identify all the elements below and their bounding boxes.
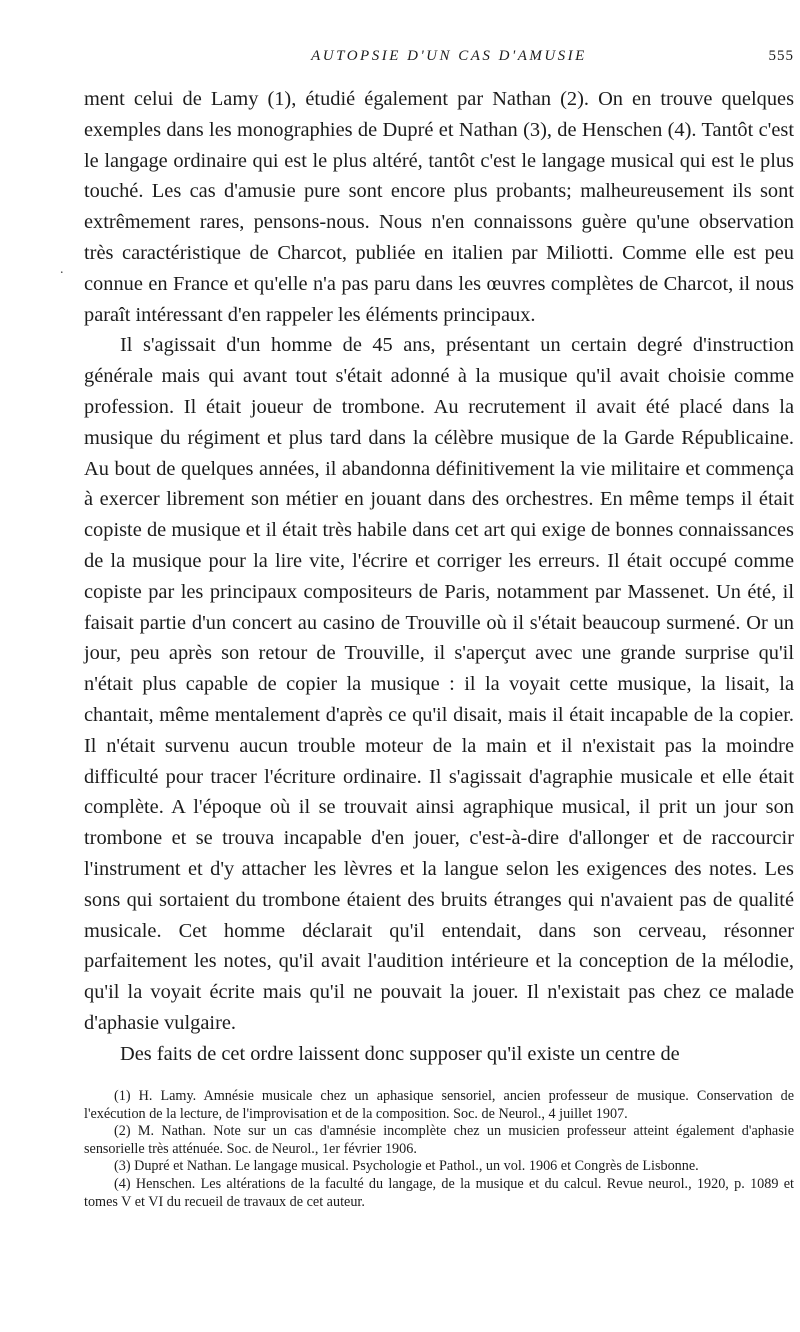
paragraph: Il s'agissait d'un homme de 45 ans, présentant un certain degré d'instruction générale mais qui avant tout s'était adonné à la musique qu'il avait choisie comme profession. Il était joueur de trombone. Au recrutement il avait été placé dans la musique du régiment et plus tard dans la célèbre musique de la Garde Républicaine. Au bout de quelques années, il abandonna définitivement la vie militaire et commença à exercer librement son métier en jouant dans des orchestres. En même temps il était copiste de musique et il était très habile dans cet art qui exige de bonnes connaissances de la musique pour la lire vite, l'écrire et corriger les erreurs. Il était occupé comme copiste par les principaux compositeurs de Paris, notamment par Massenet. Un été, il faisait partie d'un concert au casino de Trouville où il s'était beaucoup surmené. Or un jour, peu après son retour de Trouville, il s'aperçut avec une grande surprise qu'il n'était plus capable de copier la musique : il la voyait cette musique, la lisait, la chantait, même mentalement d'après ce qu'il disait, mais il était incapable de la copier. Il n'était survenu aucun trouble moteur de la main et il n'existait pas la moindre difficulté pour tracer l'écriture ordinaire. Il s'agissait d'agraphie musicale et elle était complète. A l'époque où il se trouvait ainsi agraphique musical, il prit un jour son trombone et se trouva incapable d'en jouer, c'est-à-dire d'allonger et de raccourcir l'instrument et d'y attacher les lèvres et la langue selon les exigences des notes. Les sons qui sortaient du trombone étaient des bruits étranges qui n'avaient pas de qualité musicale. Cet homme déclarait qu'il entendait, dans son cerveau, résonner parfaitement les notes, qu'il avait l'audition intérieure et la conception de la mélodie, qu'il la voyait écrite mais qu'il ne pouvait la jouer. Il n'existait pas chez ce malade d'aphasie vulgaire. [84, 334, 794, 1034]
running-title: AUTOPSIE D'UN CAS D'AMUSIE [311, 48, 587, 64]
footnotes [84, 1088, 794, 1211]
paragraph: ment celui de Lamy (1), étudié également par Nathan (2). On en trouve quelques exemples dans les monographies de Dupré et Nathan (3), de Henschen (4). Tantôt c'est le langage ordinaire qui est le plus altéré, tantôt c'est le langage musical qui est le plus touché. Les cas d'amusie pure sont encore plus probants; malheureusement ils sont extrêmement rares, pensons-nous. Nous n'en connaissons guère qu'une observation très caractéristique de Charcot, publiée en italien par Miliotti. Comme elle est peu connue en France et qu'elle n'a pas paru dans les œuvres complètes de Charcot, il nous paraît intéressant d'en rappeler les éléments principaux. [84, 88, 794, 326]
paragraph: Des faits de cet ordre laissent donc supposer qu'il existe un centre de [120, 1042, 680, 1065]
footnote: (2) M. Nathan. Note sur un cas d'amnésie incomplète chez un musicien professeur atteint également d'aphasie sensorielle très atténuée. Soc. de Neurol., 1er février 1906. [84, 1123, 794, 1157]
main-text [84, 84, 794, 1070]
footnote: (1) H. Lamy. Amnésie musicale chez un aphasique sensoriel, ancien professeur de musique. Conservation de l'exécution de la lecture, de l'improvisation et de la composition. Soc. de Neurol., 4 juillet 1907. [84, 1088, 794, 1122]
page-number: 555 [768, 48, 794, 64]
running-header [84, 48, 794, 72]
footnote: (4) Henschen. Les altérations de la faculté du langage, de la musique et du calcul. Revue neurol., 1920, p. 1089 et tomes V et VI du recueil de travaux de cet auteur. [84, 1175, 794, 1210]
margin-mark: . [60, 262, 64, 277]
footnote: (3) Dupré et Nathan. Le langage musical. Psychologie et Pathol., un vol. 1906 et Congrès de Lisbonne. [114, 1158, 699, 1175]
